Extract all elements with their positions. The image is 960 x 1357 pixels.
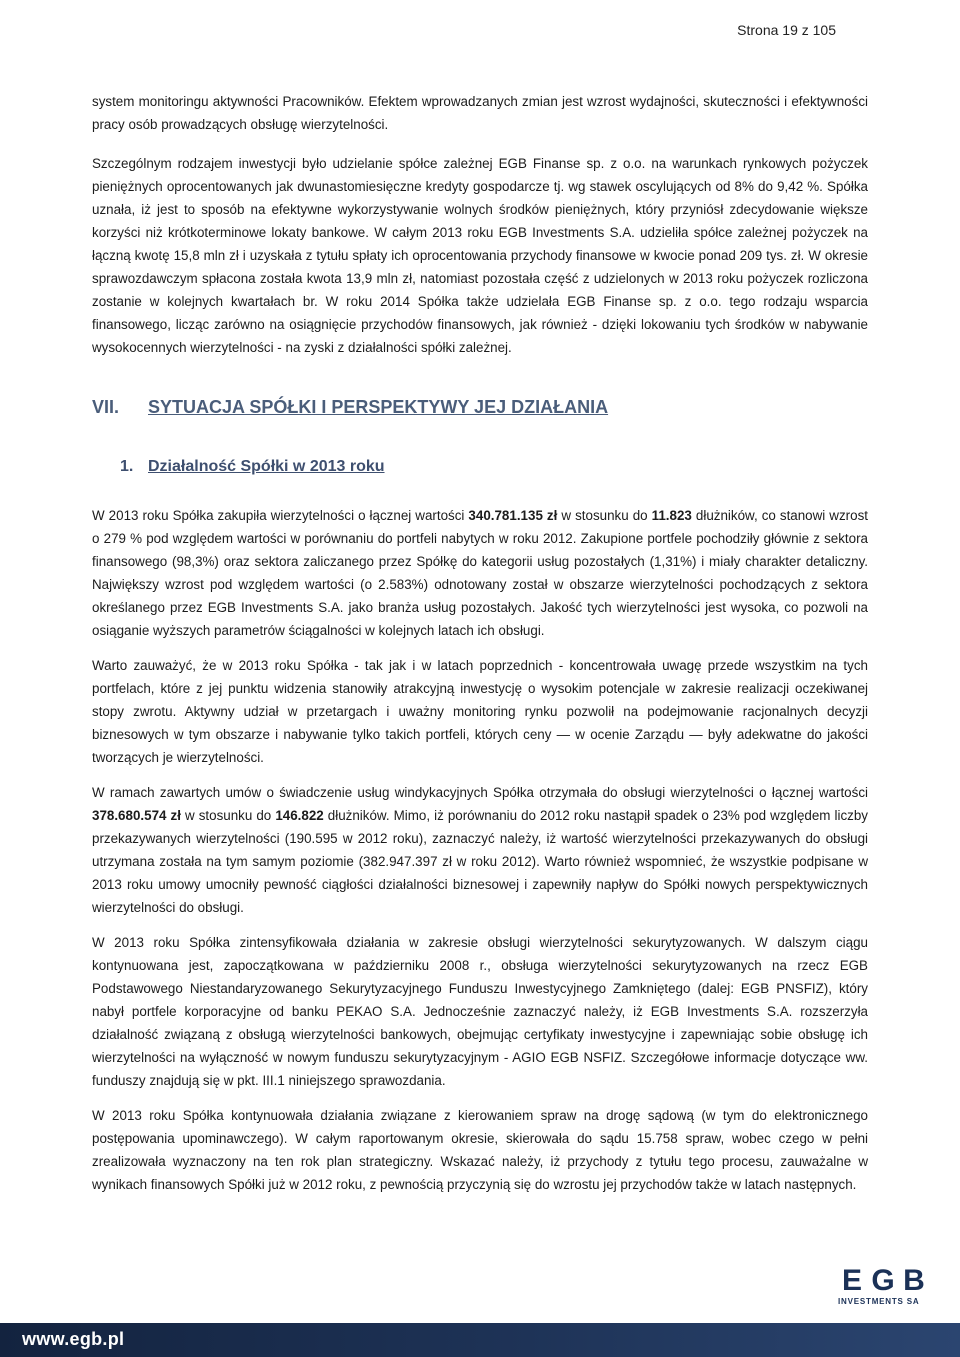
footer-url-link[interactable]: www.egb.pl [22, 1329, 125, 1349]
paragraph-investments: Szczególnym rodzajem inwestycji było udzielanie spółce zależnej EGB Finanse sp. z o.o. na warunkach rynkowych pożyczek pieniężnych oprocentowanych jak dwunastomiesięczne kredyty gospodarcze tj. wg stawek oscylujących od 8% do 9,42 %. Spółka uznała, iż jest to sposób na efektywne wykorzystywanie wolnych środków pieniężnych, który przyniósł zdecydowanie większe korzyści niż krótkoterminowe lokaty bankowe. W całym 2013 roku EGB Investments S.A. udzieliła spółce zależnej pożyczek na łączną kwotę 15,8 mln zł i uzyskała z tytułu spłaty ich oprocentowania przychody finansowe w kwocie ponad 209 tys. zł. W okresie sprawozdawczym spłacona została kwota 13,9 mln zł, natomiast pozostała część z udzielonych w 2013 roku pożyczek rozliczona zostanie w kolejnych kwartałach br. W roku 2014 Spółka także udzielała EGB Finanse sp. z o.o. tego rodzaju wsparcia finansowego, licząc zarówno na osiągnięcie przychodów finansowych, jak również - dzięki lokowaniu tych środków w nabywanie wysokocennych wierzytelności - na zyski z działalności spółki zależnej. [92, 156, 868, 355]
text-run: dłużników. Mimo, iż porównaniu do 2012 roku nastąpił spadek o 23% pod względem liczby przekazywanych wierzytelności (190.595 w 2012 roku), zaznaczyć należy, iż wartość wierzytelności przekazywanych do obsługi utrzymana została na tym samym poziomie (382.947.397 zł w roku 2012). Warto również wspomnieć, że wszystkie podpisane w 2013 roku umowy umocniły pewność ciągłości działalności biznesowej i zapewniły napływ do Spółki nowych perspektywicznych wierzytelności do obsługi. [92, 808, 868, 915]
paragraph-purchases [92, 504, 868, 642]
logo-letter: B [903, 1264, 925, 1297]
paragraph-monitoring: system monitoringu aktywności Pracowników. Efektem wprowadzanych zmian jest wzrost wydajności, skuteczności i efektywności pracy osób prowadzących obsługę wierzytelności. [92, 94, 868, 132]
subsection-number: 1. [120, 458, 134, 475]
bold-value: 11.823 [651, 508, 692, 523]
paragraph-portfolios: Warto zauważyć, że w 2013 roku Spółka - tak jak i w latach poprzednich - koncentrowała uwagę przede wszystkim na tych portfelach, które z jej punktu widzenia stanowiły atrakcyjną inwestycję o wysokim potencjale w zakresie realizacji oczekiwanej stopy zwrotu. Aktywny udział w przetargach i uważny monitoring rynku pozwolił na podejmowanie racjonalnych decyzji biznesowych w tym obszarze i nabywanie tylko takich portfeli, których ceny — w ocenie Zarządu — były adekwatne do jakości tworzących je wierzytelności. [92, 658, 868, 765]
paragraph-securitization: W 2013 roku Spółka zintensyfikowała działania w zakresie obsługi wierzytelności sekurytyzowanych. W dalszym ciągu kontynuowana jest, zapoczątkowana w październiku 2008 r., obsługa wierzytelności sekurytyzowanych na rzecz EGB Podstawowego Niestandaryzowanego Sekurytyzacyjnego Funduszu Inwestycyjnego Zamkniętego (dalej: EGB PNSFIZ), który nabył portfele korporacyjne od banku PEKAO S.A. Jednocześnie zaznaczyć należy, iż EGB Investments S.A. rozszerzyła działalność związaną z obsługą wierzytelności bankowych, obejmując certyfikaty inwestycyjne i zapewniając sobie obsługę ich wierzytelności na wyłączność w nowym funduszu sekurytyzacyjnym - AGIO EGB NSFIZ. Szczegółowe informacje dotyczące ww. funduszy znajdują się w pkt. III.1 niniejszego sprawozdania. [92, 935, 868, 1088]
paragraph-services [92, 781, 868, 919]
logo-tagline: INVESTMENTS SA [838, 1297, 920, 1306]
section-title: SYTUACJA SPÓŁKI I PERSPEKTYWY JEJ DZIAŁANIA [148, 397, 609, 417]
bold-value: 340.781.135 zł [468, 508, 558, 523]
section-number: VII. [92, 397, 120, 417]
text-run: dłużników, co stanowi wzrost o 279 % pod względem wartości w porównaniu do portfeli nabytych w roku 2012. Zakupione portfele pochodziły głównie z sektora finansowego (98,3%) oraz sektora zaliczanego przez Spółkę do kategorii usług pozostałych (1,31%) i miały charakter detaliczny. Największy wzrost pod względem wartości (o 2.583%) odnotowany został w obszarze wierzytelności pochodzących z sektora określanego przez EGB Investments S.A. jako branża usług pozostałych. Jakość tych wierzytelności jest wysoka, co pozwoli na osiąganie wyższych parametrów ściągalności w kolejnych latach ich obsługi. [92, 508, 868, 638]
logo-letter: E [841, 1264, 862, 1297]
section-heading [92, 397, 868, 418]
document-body [92, 90, 868, 1196]
paragraph-court: W 2013 roku Spółka kontynuowała działania związane z kierowaniem spraw na drogę sądową (w tym do elektronicznego postępowania upominawczego). W całym raportowanym okresie, skierowała do sądu 15.758 spraw, wobec czego w pełni zrealizowała wyznaczony na ten rok plan strategiczny. Wskazać należy, iż przychody z tytułu tego procesu, zauważalne w wynikach finansowych Spółki już w 2012 roku, z pewnością przyczynią się do wzrostu jej przychodów także w latach następnych. [92, 1108, 868, 1192]
footer-bar [0, 1323, 960, 1357]
text-run: W ramach zawartych umów o świadczenie usług windykacyjnych Spółka otrzymała do obsługi wierzytelności o łącznej wartości [92, 785, 868, 800]
bold-value: 146.822 [275, 808, 324, 823]
text-run: w stosunku do [180, 808, 276, 823]
egb-logo [838, 1264, 932, 1312]
bold-value: 378.680.574 zł [92, 808, 181, 823]
text-run: W 2013 roku Spółka zakupiła wierzytelności o łącznej wartości [92, 508, 469, 523]
page-number: Strona 19 z 105 [737, 22, 836, 38]
subsection-title: Działalność Spółki w 2013 roku [148, 458, 385, 475]
logo-letter: G [871, 1264, 895, 1297]
subsection-heading [120, 458, 868, 476]
text-run: w stosunku do [557, 508, 652, 523]
